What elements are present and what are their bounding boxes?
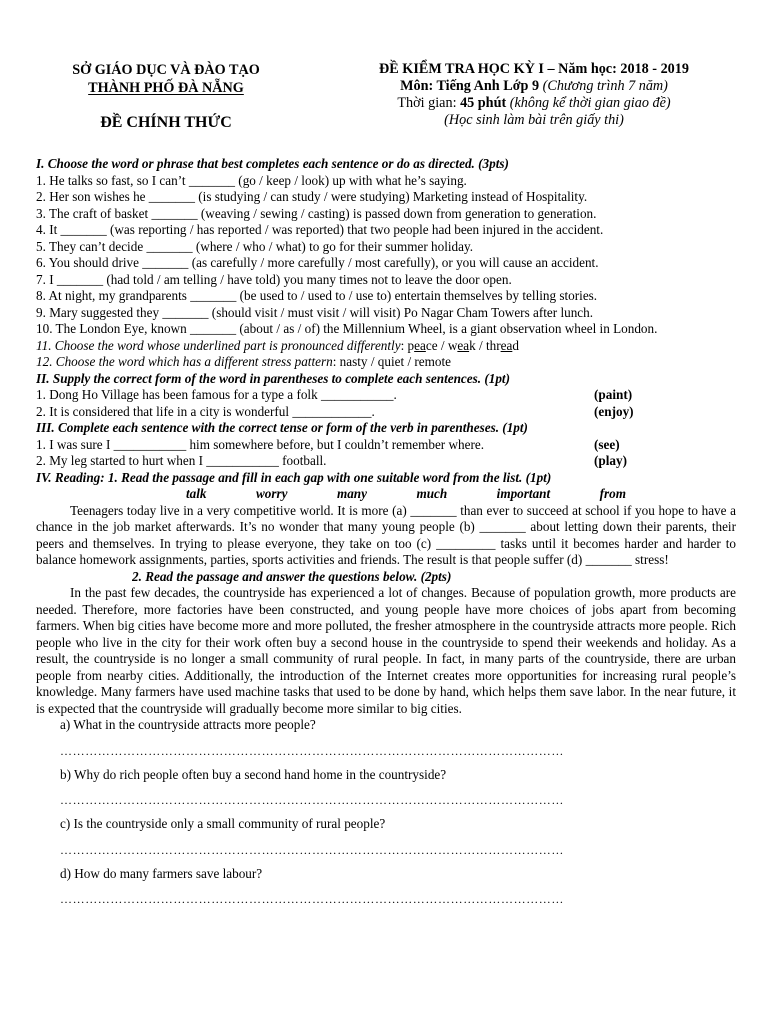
word-list-item: from xyxy=(599,486,626,501)
s1-item-11: 11. Choose the word whose underlined part is pronounced differently: peace / weak / thread xyxy=(36,337,519,353)
s2-item-2: 2. It is considered that life in a city is wonderful ____________. (enjoy) xyxy=(36,403,634,419)
s2-hint-1: (paint) xyxy=(594,387,633,402)
paper-note: (Học sinh làm bài trên giấy thi) xyxy=(444,112,624,128)
s1-item-10: 10. The London Eye, known _______ (about / as / of) the Millennium Wheel, is a giant observation wheel in London. xyxy=(36,321,658,336)
answer-line-d: ………………………………………………………………………………………………………… xyxy=(60,892,564,906)
s1-item-7: 7. I _______ (had told / am telling / have told) you many times not to leave the door open. xyxy=(36,271,512,287)
s3-item-1: 1. I was sure I ___________ him somewhere before, but I couldn’t remember where. (see) xyxy=(36,436,620,452)
s2-hint-2: (enjoy) xyxy=(594,403,634,419)
s3-hint-2: (play) xyxy=(594,453,627,468)
word-list-item: talk xyxy=(186,486,207,501)
s1-item-1: 1. He talks so fast, so I can’t _______ (go / keep / look) up with what he’s saying. xyxy=(36,172,467,188)
s1-item-6: 6. You should drive _______ (as carefully / more carefully / most carefully), or you will cause an accident. xyxy=(36,255,599,270)
time-note: (không kể thời gian giao đề) xyxy=(509,95,671,111)
dept-line-2: THÀNH PHỐ ĐÀ NẴNG xyxy=(88,80,244,96)
subject: Môn: Tiếng Anh Lớp 9 xyxy=(400,78,540,94)
s3-hint-1: (see) xyxy=(594,436,620,452)
reading-part-2-title: 2. Read the passage and answer the questions below. (2pts) xyxy=(132,568,452,584)
dept-line-1: SỞ GIÁO DỤC VÀ ĐÀO TẠO xyxy=(72,62,260,78)
answer-line-c: ………………………………………………………………………………………………………… xyxy=(60,842,564,857)
question-a: a) What in the countryside attracts more people? xyxy=(60,717,316,732)
s1-item-3: 3. The craft of basket _______ (weaving / sewing / casting) is passed down from generation to generation. xyxy=(36,205,597,221)
exam-header xyxy=(318,61,750,129)
question-d: d) How do many farmers save labour? xyxy=(60,865,263,881)
time-value: 45 phút xyxy=(460,95,507,111)
time-label: Thời gian: xyxy=(397,95,457,111)
s3-item-2: 2. My leg started to hurt when I ___________ football. (play) xyxy=(36,453,627,468)
s2-item-1: 1. Dong Ho Village has been famous for a type a folk ___________. (paint) xyxy=(36,387,633,402)
exam-body xyxy=(36,156,736,907)
passage-1: Teenagers today live in a very competitive world. It is more (a) _______ than ever to succeed at school if you hope to have a chance in the job market afterwards. It’s no wonder that many young people (b) _______ about letting down their parents, their peers and themselves. In trying to please everyone, they take on too (c) _________ tasks until it becomes harder and harder to balance homework assignments, parties, sports activities and friends. The result is that people suffer (d) _______ stress! xyxy=(36,502,736,567)
answer-line-a: ………………………………………………………………………………………………………… xyxy=(60,743,564,758)
official-label: ĐỀ CHÍNH THỨC xyxy=(100,114,232,131)
s1-item-5: 5. They can’t decide _______ (where / who / what) to go for their summer holiday. xyxy=(36,238,474,254)
question-c: c) Is the countryside only a small community of rural people? xyxy=(60,816,386,831)
word-list xyxy=(186,486,626,503)
department-header xyxy=(48,61,284,132)
s1-item-2: 2. Her son wishes he _______ (is studying / can study / were studying) Marketing instead of Hospitality. xyxy=(36,189,588,204)
program: (Chương trình 7 năm) xyxy=(542,78,668,94)
section-1-title: I. Choose the word or phrase that best completes each sentence or do as directed. (3pts) xyxy=(36,156,509,171)
section-3-title: III. Complete each sentence with the correct tense or form of the verb in parentheses. (1pt) xyxy=(36,420,528,435)
word-list-item: worry xyxy=(255,486,288,501)
s1-item-8: 8. At night, my grandparents _______ (be used to / used to / use to) entertain themselves by telling stories. xyxy=(36,288,598,303)
s1-item-4: 4. It _______ (was reporting / has reported / was reported) that two people had been injured in the accident. xyxy=(36,222,604,237)
answer-line-b: ………………………………………………………………………………………………………… xyxy=(60,793,564,807)
exam-title: ĐỀ KIỂM TRA HỌC KỲ I – Năm học: 2018 - 2019 xyxy=(379,61,689,77)
s1-item-9: 9. Mary suggested they _______ (should visit / must visit / will visit) Po Nagar Cham Towers after lunch. xyxy=(36,304,594,320)
question-b: b) Why do rich people often buy a second hand home in the countryside? xyxy=(60,766,447,782)
section-2-title: II. Supply the correct form of the word in parentheses to complete each sentences. (1pt) xyxy=(36,370,510,386)
word-list-item: much xyxy=(416,486,448,501)
s1-item-12: 12. Choose the word which has a different stress pattern: nasty / quiet / remote xyxy=(36,354,452,369)
word-list-item: many xyxy=(336,486,367,501)
section-4-title: IV. Reading: 1. Read the passage and fill in each gap with one suitable word from the list. (1pt) xyxy=(36,469,552,485)
passage-2: In the past few decades, the countryside has experienced a lot of changes. Because of population growth, more products are needed. Therefore, more factories have been constructed, and young people have more choices of jobs apart from becoming farmers. When big cities have become more and more polluted, the fresher atmosphere in the countryside attracts more people. Rich people who live in the city for their work often buy a second house in the countryside to spend their weekends and holiday. As a result, the countryside is no longer a small community of rural people. In fact, in many parts of the countryside, there are urban people from nearby cities. Additionally, the introduction of the Internet creates more opportunities for increasing rural people’s knowledge. Many farmers have used machine tasks that used to be done by hand, which helps them save labor. In the near future, it is expected that the countryside will gradually become more similar to big cities. xyxy=(36,585,736,716)
word-list-item: important xyxy=(496,486,551,501)
